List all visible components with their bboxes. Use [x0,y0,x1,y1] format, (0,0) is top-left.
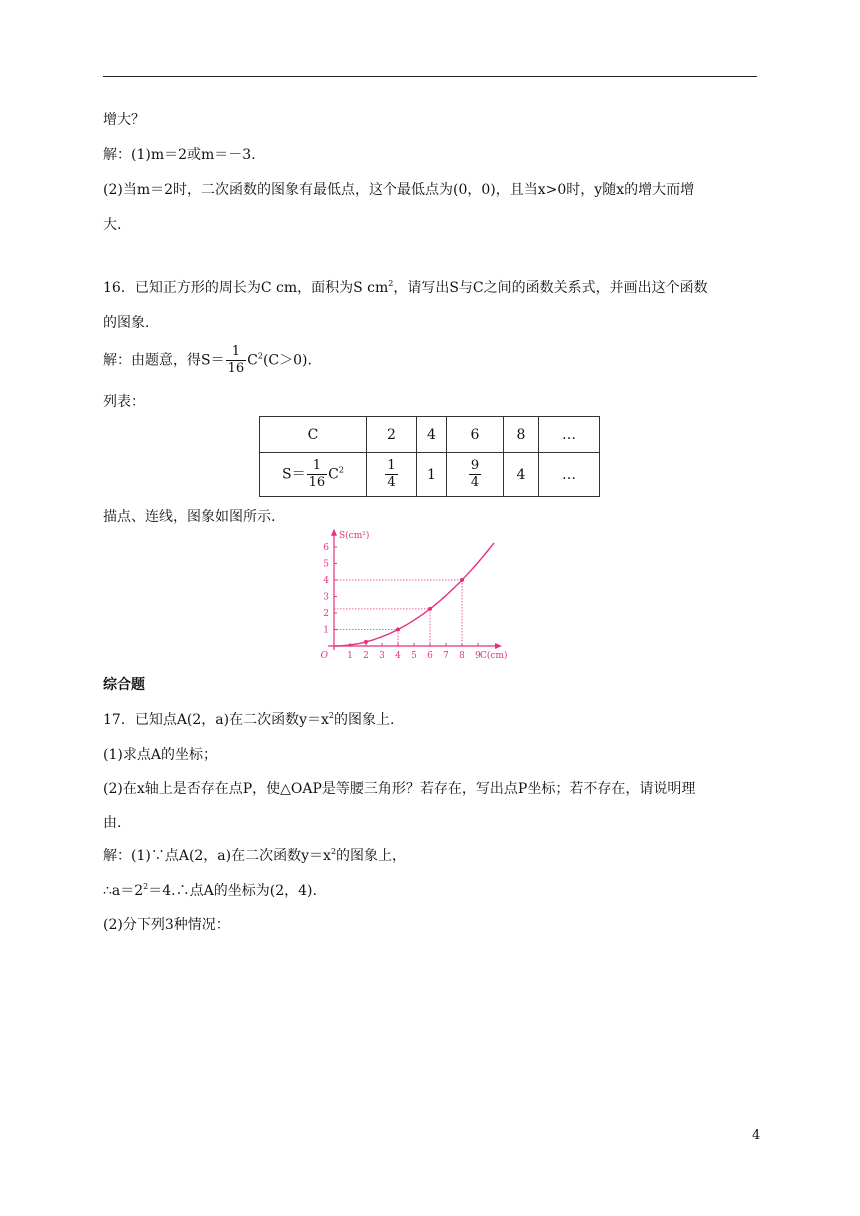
solution-text: ＝4.∴点A的坐标为(2，4). [148,883,317,899]
superscript: 2 [330,847,337,856]
fraction-numerator: 1 [226,344,247,361]
table-cell [447,453,504,497]
text-line: 描点、连线，图象如图所示. [103,509,276,525]
fraction-denominator: 16 [227,361,245,376]
cell-text: C [328,466,339,483]
superscript: 2 [338,465,344,475]
question-17-text: 的图象上. [334,712,395,728]
table-cell: 6 [447,417,504,453]
fraction-numerator: 9 [470,458,480,473]
fraction-denominator: 4 [470,475,480,490]
fraction-denominator: 4 [387,475,396,490]
x-tick-label: 6 [427,651,433,661]
x-axis-label: C(cm) [480,651,508,661]
fraction-numerator: 1 [307,458,328,475]
fraction [226,344,247,377]
data-point [428,607,432,611]
text-line: 由. [103,815,122,831]
x-tick-label: 8 [459,651,465,661]
solution-text: 的图象上， [336,848,407,864]
table-cell: 4 [504,453,539,497]
fraction-numerator: 1 [387,458,396,473]
solution-text: (C＞0). [262,352,312,369]
solution-text: 解：(1)∵点A(2，a)在二次函数y＝x [103,848,331,864]
table-cell [260,453,367,497]
x-tick-label: 5 [411,651,417,661]
data-point [396,628,400,632]
page-number: 4 [752,1128,761,1143]
table-cell: 8 [504,417,539,453]
table-cell: 1 [417,453,447,497]
superscript: 2 [328,711,335,720]
origin-label: O [320,651,328,661]
solution-17 [103,846,406,866]
superscript: 2 [388,279,394,288]
x-tick-label: 1 [347,651,353,661]
table-cell: 2 [367,417,417,453]
text-line: (2)分下列3种情况： [103,917,230,933]
text-line: 列表： [103,394,145,410]
section-heading: 综合题 [103,677,145,693]
y-axis-label: S(cm²) [339,530,370,541]
x-tick-label: 4 [395,651,401,661]
solution-17 [103,881,317,901]
text-line: 的图象. [103,315,150,331]
question-16 [103,278,708,298]
y-tick-label: 6 [323,543,329,553]
x-tick-label: 3 [379,651,385,661]
text-line: 大. [103,217,122,233]
y-tick-label: 5 [323,559,329,570]
x-tick-label: 7 [443,651,449,661]
text-line: 增大？ [103,112,145,128]
question-17 [103,710,394,730]
question-16-text: 16．已知正方形的周长为C cm，面积为S cm [103,280,389,296]
table-cell: 4 [417,417,447,453]
y-tick-label: 2 [323,609,329,619]
x-tick-label: 2 [363,651,369,661]
function-curve [334,543,494,646]
table-cell: … [539,417,600,453]
solution-text: 解：由题意，得S＝ [103,352,225,369]
y-tick-label: 1 [323,625,329,636]
text-line: 解：(1)m＝2或m＝－3. [103,147,256,163]
x-axis-arrow [495,643,502,649]
header-rule [103,76,757,77]
solution-16 [103,344,312,377]
fraction [385,458,397,491]
table-cell [367,453,417,497]
solution-text: C [247,352,258,369]
text-line: (1)求点A的坐标； [103,747,217,763]
value-table [259,416,600,497]
function-graph [312,530,542,664]
text-line: (2)在x轴上是否存在点P，使△OAP是等腰三角形？若存在，写出点P坐标；若不存在，请说明理 [103,781,696,797]
question-17-text: 17．已知点A(2，a)在二次函数y＝x [103,712,329,728]
data-point [460,578,464,582]
solution-text: ∴a＝2 [103,883,144,899]
y-tick-label: 3 [323,592,329,603]
table-cell: … [539,453,600,497]
table-cell: C [260,417,367,453]
table-row [260,417,600,453]
data-point [364,640,368,644]
y-axis-arrow [331,529,337,536]
fraction [469,458,481,491]
x-tick-label: 9 [475,651,481,661]
fraction [307,458,328,491]
y-tick-label: 4 [323,576,329,586]
superscript: 2 [257,351,263,361]
superscript: 2 [143,882,149,891]
cell-text: S＝ [282,466,306,483]
question-16-text: ，请写出S与C之间的函数关系式，并画出这个函数 [393,280,708,296]
fraction-denominator: 16 [308,475,326,490]
table-row [260,453,600,497]
text-line: (2)当m＝2时，二次函数的图象有最低点，这个最低点为(0，0)，且当x>0时，y随x的增大而增 [103,182,695,198]
